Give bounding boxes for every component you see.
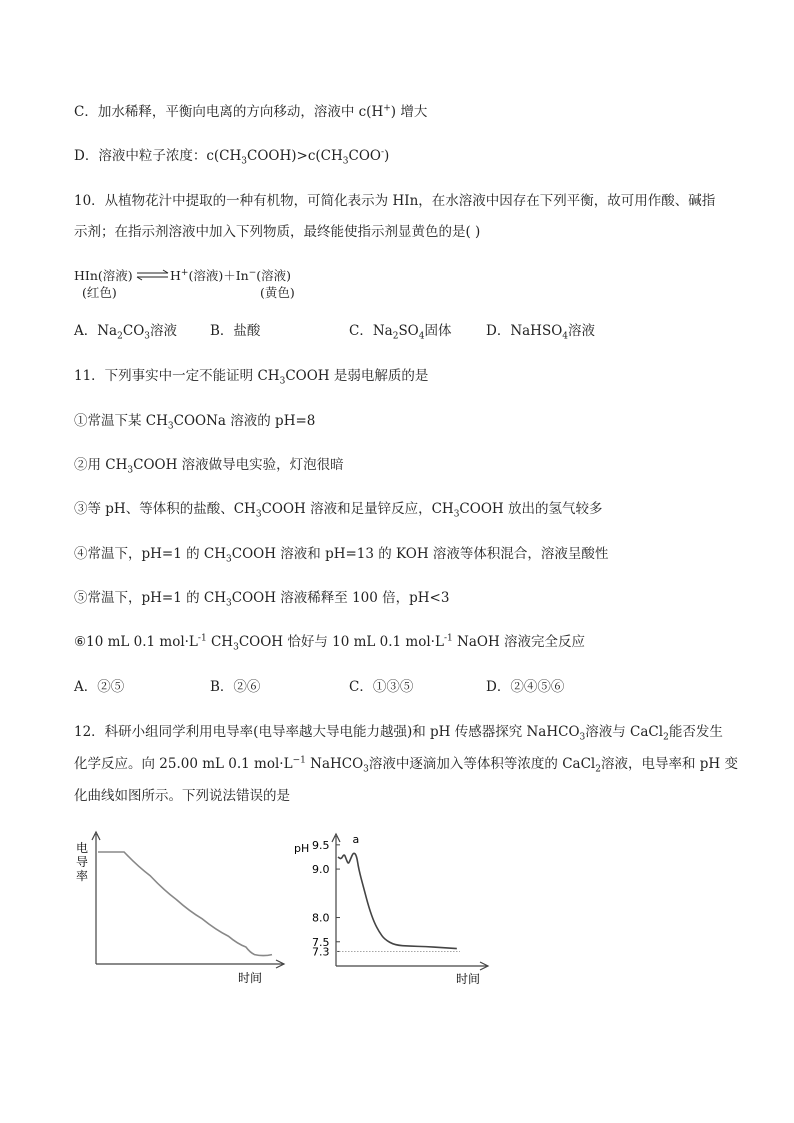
sub: 2 [595,764,601,775]
q10-option-d [486,321,595,341]
text: COOH 溶液稀释至 100 倍，pH<3 [231,590,450,606]
sub: 2 [117,331,123,342]
sub: 4 [418,331,425,342]
question-11-options [74,677,714,697]
sup: + [180,267,189,278]
text: 溶液中逐滴加入等体积等浓度的 CaCl [368,756,596,772]
x-axis-label: 时间 [456,972,481,986]
text: 固体 [424,323,452,339]
sub: 4 [562,331,569,342]
equilibrium-equation [74,266,394,302]
y-tick-label: 7.3 [312,945,330,959]
sub: 3 [579,732,586,743]
text: ⑥10 mL 0.1 mol·L [74,634,198,650]
text: (溶液) [256,268,292,283]
equilibrium-arrow-icon [136,269,170,281]
hin-species: HIn(溶液) [74,268,133,283]
question-10-stem-line1: 10．从植物花汁中提取的一种有机物，可简化表示为 HIn，在水溶液中因存在下列平衡，故可用作酸、碱指 [74,193,716,209]
sub: 3 [255,509,262,520]
y-axis-label-char: 导 [76,855,89,869]
question-12-stem-line3: 化曲线如图所示。下列说法错误的是 [74,788,290,804]
text: C．Na [349,323,393,339]
text: COOH 溶液和 pH=13 的 KOH 溶液等体积混合，溶液呈酸性 [231,546,609,562]
series-line [98,852,272,956]
q11-item-5 [74,588,449,608]
sup: −1 [292,755,306,766]
sup: − [248,267,257,278]
text: COOH 溶液做导电实验，灯泡很暗 [133,457,344,473]
y-tick-label: 9.5 [312,838,330,852]
text: 溶液 [150,323,177,339]
text: H [170,268,181,283]
text: ①常温下某 CH [74,413,168,429]
q11-item-1 [74,411,315,431]
text: COONa 溶液的 pH=8 [173,413,316,429]
option-c-text: C．加水稀释，平衡向电离的方向移动，溶液中 c(H [74,104,384,120]
series-line [338,853,457,948]
text: NaHCO [305,756,364,772]
text: NaOH 溶液完全反应 [452,634,586,650]
q11-option-d: D．②④⑤⑥ [486,679,565,695]
point-label: a [352,832,360,846]
x-axis-label: 时间 [238,971,263,985]
text: CH [206,634,234,650]
option-c-tail: ) 增大 [390,104,428,120]
y-tick-label: 9.0 [312,863,330,877]
text: COOH 是弱电解质的是 [285,368,429,384]
y-axis-label: pH [294,842,310,855]
sub: 3 [241,156,247,167]
y-axis-label-char: 电 [76,841,89,855]
q11-option-c: C．①③⑤ [349,679,414,695]
text: 11．下列事实中一定不能证明 CH [74,368,280,384]
text: 12．科研小组同学利用电导率(电导率越大导电能力越强)和 pH 传感器探究 NaHCO [74,724,580,740]
red-label: (红色) [82,285,117,300]
text: 溶液 [568,323,596,339]
text: COOH 放出的氢气较多 [459,501,603,517]
sub: 3 [342,156,349,167]
sup: -1 [197,633,207,644]
text: 溶液，电导率和 pH 变 [600,756,738,772]
sub: 3 [226,554,232,565]
sub: 3 [363,764,369,775]
sub: 2 [663,732,669,743]
sub: 3 [279,376,286,387]
text: 化学反应。向 25.00 mL 0.1 mol·L [74,756,293,772]
question-9-option-d [74,146,389,166]
q10-option-c [349,321,452,341]
text: COOH)>c(CH [247,148,343,164]
sub: 3 [167,421,174,432]
q11-option-b: B．②⑥ [210,679,261,695]
text: ⑤常温下，pH=1 的 CH [74,590,227,606]
question-9-option-c [74,102,427,122]
y-tick-label: 8.0 [312,911,330,925]
text: D．NaHSO [486,323,563,339]
text: (溶液)＋In [188,268,249,283]
text: CO [122,323,145,339]
text: ) [384,148,390,164]
text: 能否发生 [668,724,723,740]
text: D．溶液中粒子浓度：c(CH [74,148,242,164]
text: A．Na [74,323,118,339]
question-10-stem-line2: 示剂；在指示剂溶液中加入下列物质，最终能使指示剂显黄色的是( ) [74,224,481,240]
sup: - [380,147,384,158]
text: ②用 CH [74,457,128,473]
sub: 3 [144,331,150,342]
text: ③等 pH、等体积的盐酸、CH [74,501,256,517]
text: COO [348,148,381,164]
y-tick-label: 7.5 [312,935,330,949]
sub: 3 [233,642,239,653]
y-axis-label-char: 率 [76,869,89,883]
ph-chart [290,830,500,990]
h-species [170,266,291,284]
q11-option-a: A．②⑤ [74,679,125,695]
sup: -1 [443,633,453,644]
sup: + [383,103,391,114]
text: COOH 溶液和足量锌反应，CH [261,501,454,517]
text: 溶液与 CaCl [585,724,664,740]
conductivity-chart [70,830,290,990]
q11-item-2 [74,455,344,475]
yellow-label: (黄色) [260,285,295,300]
q11-item-3 [74,499,602,519]
question-12-stem-line1 [74,722,723,742]
question-12-stem-line2 [74,754,738,774]
question-11-stem [74,366,428,386]
sub: 3 [226,598,232,609]
text: ④常温下，pH=1 的 CH [74,546,227,562]
sub: 2 [392,331,399,342]
question-10-options [74,321,714,341]
text: SO [398,323,419,339]
q10-option-b: B．盐酸 [210,323,261,339]
q10-option-a [74,321,177,341]
q11-item-4 [74,544,608,564]
sub: 3 [127,465,134,476]
q11-item-6 [74,632,585,652]
text: COOH 恰好与 10 mL 0.1 mol·L [238,634,444,650]
sub: 3 [453,509,460,520]
